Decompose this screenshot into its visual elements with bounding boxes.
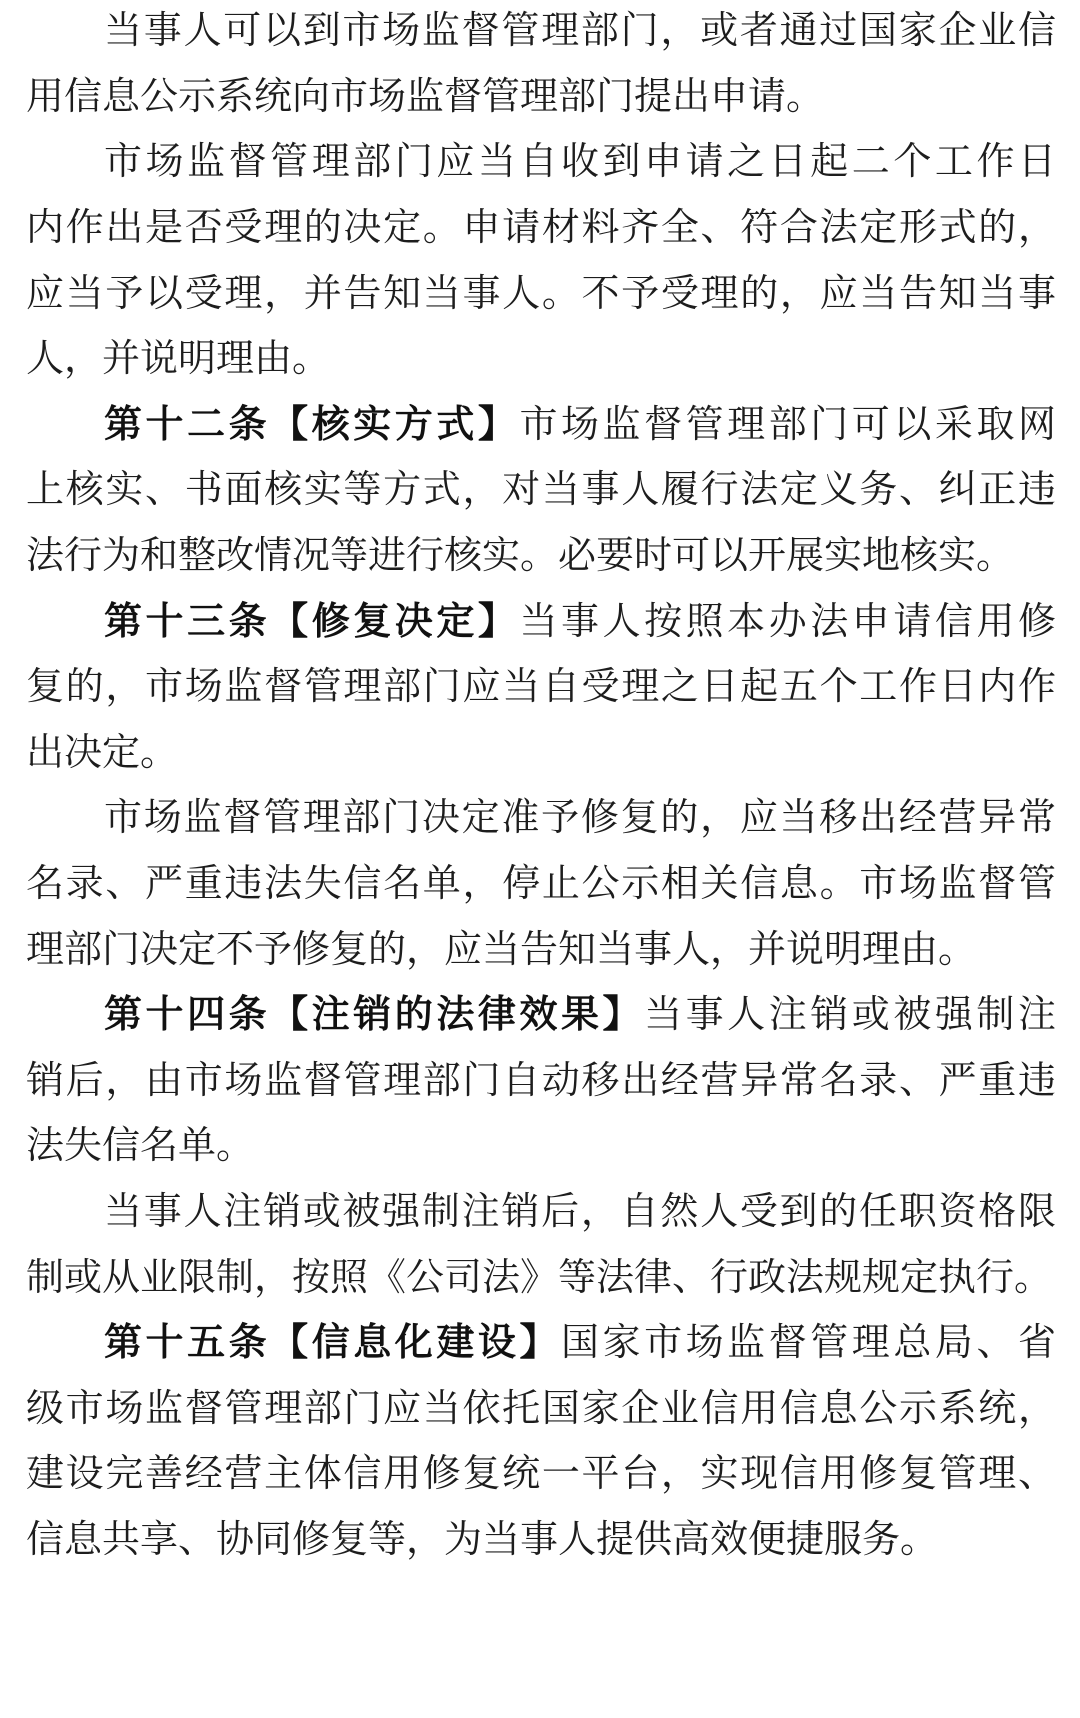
article-13-heading: 第十三条【修复决定】 [104,599,520,643]
paragraph-line: 上核实、书面核实等方式，对当事人履行法定义务、纠正违 [26,467,1056,511]
article-13-text: 当事人按照本办法申请信用修 [519,599,1056,643]
article-13-first-line [104,585,1056,657]
article-12-text: 市场监督管理部门可以采取网 [519,402,1056,446]
paragraph-line: 法失信名单。 [26,1123,255,1167]
paragraph-line: 制或从业限制，按照《公司法》等法律、行政法规规定执行。 [26,1255,1053,1299]
paragraph-line: 信息共享、协同修复等，为当事人提供高效便捷服务。 [26,1517,939,1561]
paragraph-line: 名录、严重违法失信名单，停止公示相关信息。市场监督管 [26,861,1056,905]
article-15-first-line [104,1306,1056,1378]
paragraph-line: 法行为和整改情况等进行核实。必要时可以开展实地核实。 [26,533,1015,577]
paragraph-line: 内作出是否受理的决定。申请材料齐全、符合法定形式的， [26,205,1056,249]
paragraph-line: 用信息公示系统向市场监督管理部门提出申请。 [26,74,825,118]
paragraph-line: 市场监督管理部门决定准予修复的，应当移出经营异常 [104,795,1056,839]
paragraph-line: 市场监督管理部门应当自收到申请之日起二个工作日 [104,139,1056,183]
paragraph-line: 人，并说明理由。 [26,336,331,380]
paragraph-line: 级市场监督管理部门应当依托国家企业信用信息公示系统， [26,1386,1056,1430]
article-12-first-line [104,388,1056,460]
article-15-text: 国家市场监督管理总局、省 [561,1320,1056,1364]
paragraph-line: 理部门决定不予修复的，应当告知当事人，并说明理由。 [26,927,977,971]
paragraph-line: 复的，市场监督管理部门应当自受理之日起五个工作日内作 [26,664,1056,708]
paragraph-line: 当事人可以到市场监督管理部门，或者通过国家企业信 [104,8,1056,52]
paragraph-line: 应当予以受理，并告知当事人。不予受理的，应当告知当事 [26,271,1056,315]
paragraph-line: 销后，由市场监督管理部门自动移出经营异常名录、严重违 [26,1058,1056,1102]
article-12-heading: 第十二条【核实方式】 [104,402,520,446]
article-14-first-line [104,978,1056,1050]
article-14-text: 当事人注销或被强制注 [644,992,1056,1036]
article-14-heading: 第十四条【注销的法律效果】 [104,992,645,1036]
article-15-heading: 第十五条【信息化建设】 [104,1320,561,1364]
paragraph-line: 建设完善经营主体信用修复统一平台，实现信用修复管理、 [26,1451,1056,1495]
paragraph-line: 当事人注销或被强制注销后，自然人受到的任职资格限 [104,1189,1056,1233]
paragraph-line: 出决定。 [26,730,179,774]
